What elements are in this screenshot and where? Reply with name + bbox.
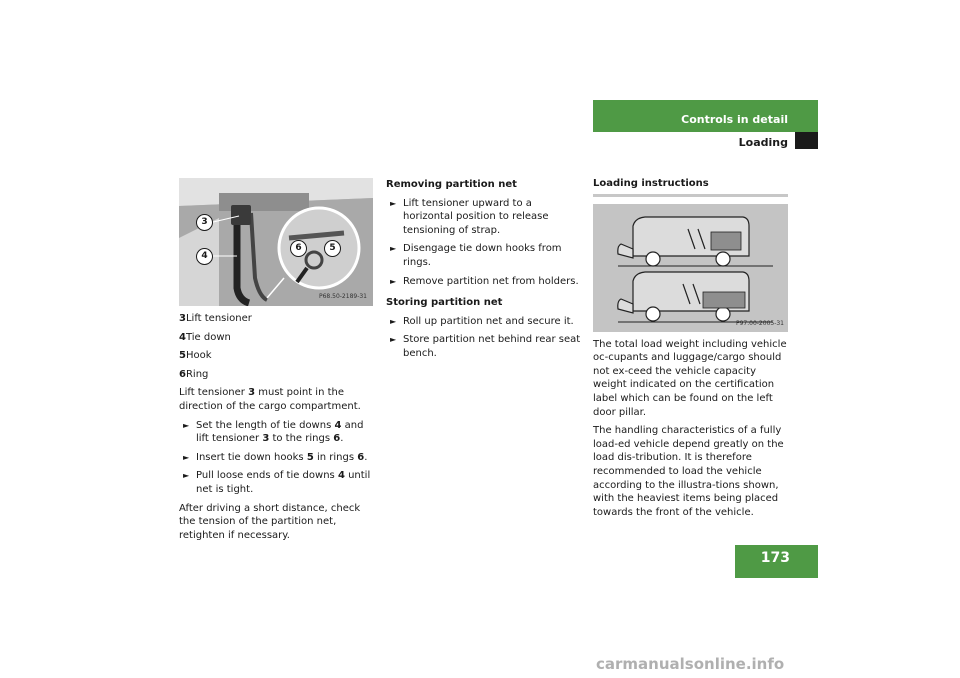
legend-text: Lift tensioner bbox=[185, 313, 252, 324]
legend-text: Hook bbox=[185, 350, 212, 362]
column-right bbox=[593, 177, 788, 524]
storing-step: ► Roll up partition net and secure it. bbox=[390, 315, 574, 327]
section-title: Controls in detail bbox=[681, 113, 788, 126]
step-arrow-icon: ► bbox=[390, 198, 397, 208]
removing-title: Removing partition net bbox=[386, 179, 517, 190]
column-middle bbox=[386, 178, 584, 366]
legend-item bbox=[179, 349, 375, 363]
subsection-title: Loading bbox=[738, 136, 788, 149]
after-driving-paragraph: After driving a short distance, check the tension of the partition net, retighten if necessary. bbox=[179, 502, 361, 541]
partition-net-figure bbox=[179, 178, 373, 306]
step-arrow-icon: ► bbox=[183, 452, 190, 462]
callout-6: 6 bbox=[290, 240, 307, 257]
loading-figure bbox=[593, 204, 788, 332]
step-arrow-icon: ► bbox=[183, 420, 190, 430]
loading-instructions-title: Loading instructions bbox=[593, 177, 788, 197]
legend-number: 4 bbox=[179, 331, 186, 343]
subsection-header bbox=[593, 132, 818, 151]
handling-paragraph: The handling characteristics of a fully load-ed vehicle depend greatly on the load dis-tribution. It is therefore recommended to load the vehicle according to the illustra-tions shown, with the heaviest items being placed towards the front of the vehicle. bbox=[593, 425, 784, 518]
step-arrow-icon: ► bbox=[390, 335, 397, 345]
callout-4: 4 bbox=[196, 248, 213, 265]
step-arrow-icon: ► bbox=[390, 244, 397, 254]
section-header bbox=[593, 100, 818, 132]
callout-5: 5 bbox=[324, 240, 341, 257]
storing-title: Storing partition net bbox=[386, 297, 503, 309]
legend-number: 5 bbox=[179, 350, 186, 362]
footer-watermark: carmanualsonline.info bbox=[596, 655, 785, 673]
storing-step: ► Store partition net behind rear seat bench. bbox=[390, 334, 581, 359]
load-weight-paragraph: The total load weight including vehicle oc-cupants and luggage/cargo should not ex-ceed the vehicle capacity weight indicated on the certification label which can be found on the left door pillar. bbox=[593, 338, 787, 418]
legend-number: 3 bbox=[179, 313, 186, 324]
column-left bbox=[179, 178, 375, 547]
intro-paragraph: Lift tensioner 3 must point in the direction of the cargo compartment. bbox=[179, 387, 361, 412]
legend-item bbox=[179, 312, 375, 326]
step-pull-ends: ► Pull loose ends of tie downs 4 until net is tight. bbox=[183, 470, 371, 495]
legend-text: Tie down bbox=[185, 331, 231, 343]
legend-item bbox=[179, 368, 375, 382]
legend-number: 6 bbox=[179, 368, 186, 380]
figure-code: P97.00-2005-31 bbox=[735, 320, 784, 327]
page-number bbox=[735, 545, 818, 578]
legend-item bbox=[179, 331, 375, 345]
removing-step: ► Disengage tie down hooks from rings. bbox=[390, 243, 562, 268]
removing-step: ► Lift tensioner upward to a horizontal position to release tensioning of strap. bbox=[390, 197, 549, 236]
figure-code: P68.50-2189-31 bbox=[318, 293, 367, 301]
step-arrow-icon: ► bbox=[183, 471, 190, 481]
step-set-length: ► Set the length of tie downs 4 and lift tensioner 3 to the rings 6. bbox=[183, 419, 364, 445]
header-marker bbox=[795, 132, 818, 149]
partition-net-illustration bbox=[179, 178, 373, 306]
page-number-text: 173 bbox=[760, 550, 790, 566]
vehicle-loading-illustration bbox=[593, 204, 788, 332]
step-insert-hooks: ► Insert tie down hooks 5 in rings 6. bbox=[183, 451, 368, 463]
step-arrow-icon: ► bbox=[390, 276, 397, 286]
legend-text: Ring bbox=[185, 368, 209, 380]
legend-list bbox=[179, 312, 375, 381]
callout-3: 3 bbox=[196, 214, 213, 231]
step-arrow-icon: ► bbox=[390, 316, 397, 326]
removing-step: ► Remove partition net from holders. bbox=[390, 275, 579, 287]
